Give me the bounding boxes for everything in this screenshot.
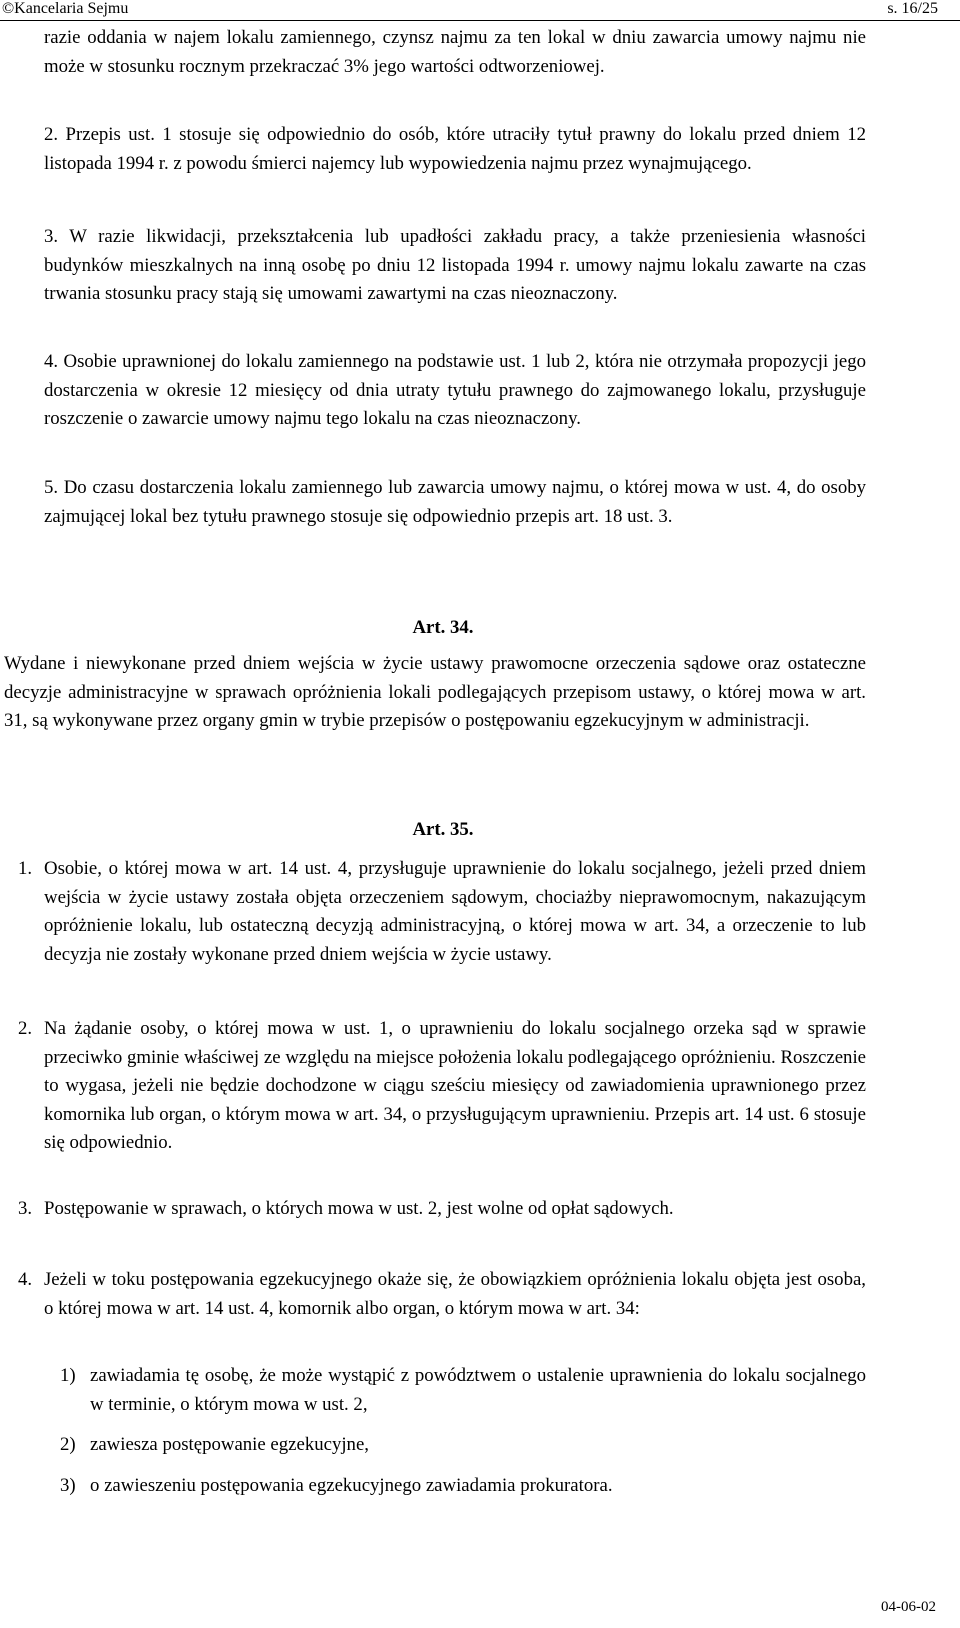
art33-ust4: 4. Osobie uprawnionej do lokalu zamiennego na podstawie ust. 1 lub 2, która nie otrzymała propozycji jego dostarczenia w okresie 12 miesięcy od dnia utraty tytułu prawnego do zajmowanego lokalu, przysługuje roszczenie o zawarcie umowy najmu tego lokalu na czas nieoznaczony. — [44, 351, 866, 430]
art35-ust2-number: 2. — [18, 1018, 33, 1039]
art33-ust5: 5. Do czasu dostarczenia lokalu zamiennego lub zawarcia umowy najmu, o której mowa w ust. 4, do osoby zajmującej lokal bez tytułu prawnego stosuje się odpowiednio przepis art. 18 ust. 3. — [44, 477, 866, 527]
page-header — [0, 0, 960, 21]
point-2-number: 2) — [60, 1434, 76, 1455]
header-page-number: s. 16/25 — [887, 0, 938, 17]
art33-ust2: 2. Przepis ust. 1 stosuje się odpowiednio do osób, które utraciły tytuł prawny do lokalu przed dniem 12 listopada 1994 r. z powodu śmierci najemcy lub wypowiedzenia najmu przez wynajmującego. — [44, 124, 866, 174]
art34-title: Art. 34. — [412, 617, 474, 638]
art35-ust1-number: 1. — [18, 858, 33, 879]
header-source: ©Kancelaria Sejmu — [2, 0, 129, 17]
point-1-number: 1) — [60, 1365, 76, 1386]
art35-ust4-text: Jeżeli w toku postępowania egzekucyjnego okaże się, że obowiązkiem opróżnienia lokalu objęta jest osoba, o której mowa w art. 14 ust. 4, komornik albo organ, o którym mowa w art. 34: — [44, 1269, 866, 1319]
point-2-text: zawiesza postępowanie egzekucyjne, — [90, 1434, 369, 1455]
art35-ust3-number: 3. — [18, 1198, 33, 1219]
art34-text: Wydane i niewykonane przed dniem wejścia w życie ustawy prawomocne orzeczenia sądowe oraz ostateczne decyzje administracyjne w sprawach opróżnienia lokali podlegających przepisom ustawy, o której mowa w art. 31, są wykonywane przez organy gmin w trybie przepisów o postępowaniu egzekucyjnym w administracji. — [4, 653, 866, 732]
art35-ust4-number: 4. — [18, 1269, 33, 1290]
art35-title: Art. 35. — [412, 819, 474, 840]
point-3-text: o zawieszeniu postępowania egzekucyjnego zawiadamia prokuratora. — [90, 1475, 613, 1496]
page-footer-code: 04-06-02 — [881, 1599, 936, 1615]
art33-continuation: razie oddania w najem lokalu zamiennego, czynsz najmu za ten lokal w dniu zawarcia umowy najmu nie może w stosunku rocznym przekraczać 3% jego wartości odtworzeniowej. — [44, 27, 866, 77]
point-1-text: zawiadamia tę osobę, że może wystąpić z powództwem o ustalenie uprawnienia do lokalu socjalnego w terminie, o którym mowa w ust. 2, — [90, 1365, 866, 1415]
art33-ust3: 3. W razie likwidacji, przekształcenia lub upadłości zakładu pracy, a także przeniesienia własności budynków mieszkalnych na inną osobę po dniu 12 listopada 1994 r. umowy najmu lokalu zawarte na czas trwania stosunku pracy stają się umowami zawartymi na czas nieoznaczony. — [44, 226, 866, 305]
art35-ust1-text: Osobie, o której mowa w art. 14 ust. 4, przysługuje uprawnienie do lokalu socjalnego, jeżeli przed dniem wejścia w życie ustawy została objęta orzeczeniem sądowym, chociażby nieprawomocnym, nakazującym opróżnienie lokalu, lub ostateczną decyzją administracyjną, o której mowa w art. 34, a orzeczenie to lub decyzja nie zostały wykonane przed dniem wejścia w życie ustawy. — [44, 858, 866, 965]
art35-ust3-text: Postępowanie w sprawach, o których mowa w ust. 2, jest wolne od opłat sądowych. — [44, 1198, 674, 1219]
point-3-number: 3) — [60, 1475, 76, 1496]
art35-ust2-text: Na żądanie osoby, o której mowa w ust. 1, o uprawnieniu do lokalu socjalnego orzeka sąd w sprawie przeciwko gminie właściwej ze względu na miejsce położenia lokalu podlegającego opróżnieniu. Roszczenie to wygasa, jeżeli nie będzie dochodzone w ciągu sześciu miesięcy od zawiadomienia uprawnionego przez komornika lub organ, o którym mowa w art. 34, o przysługującym uprawnieniu. Przepis art. 14 ust. 6 stosuje się odpowiednio. — [44, 1018, 866, 1154]
